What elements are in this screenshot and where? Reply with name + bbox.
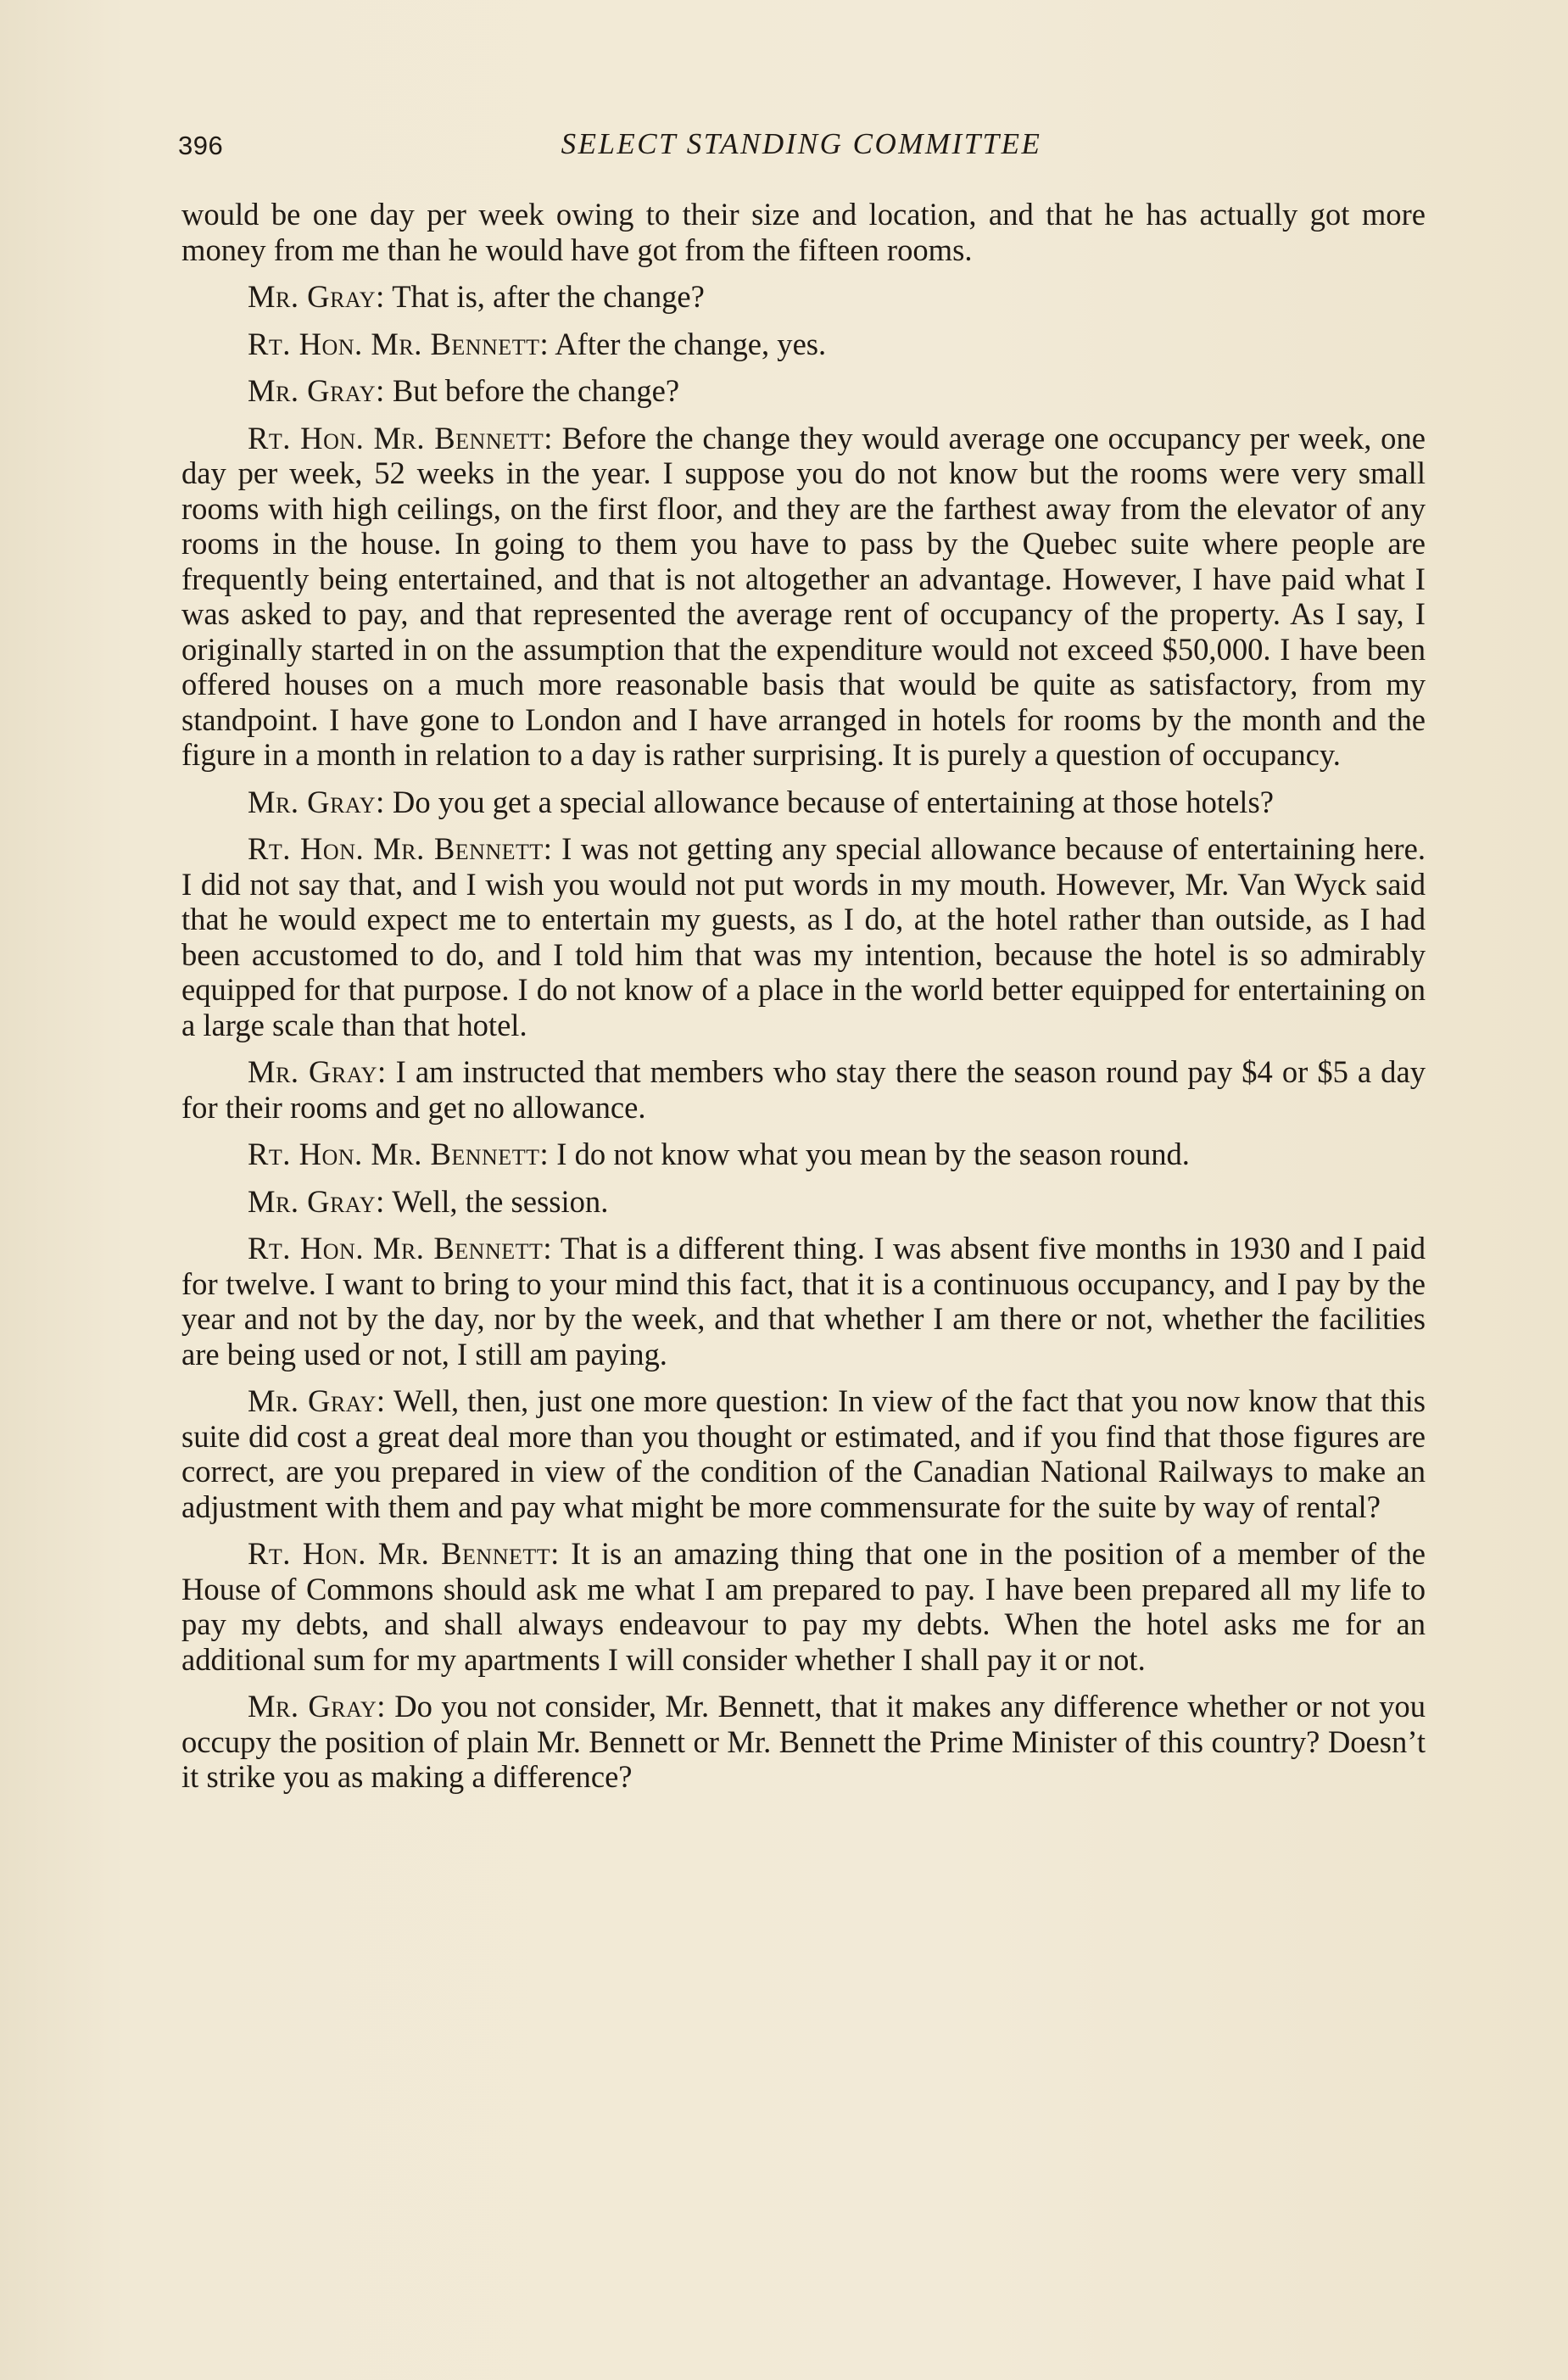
paragraph <box>181 1536 1426 1677</box>
paragraph-text: Do you get a special allowance because of entertaining at those hotels? <box>392 784 1274 819</box>
speaker-label: Mr. Gray: <box>248 279 385 314</box>
speaker-label: Rt. Hon. Mr. Bennett: <box>248 420 553 455</box>
transcript-body <box>181 197 1426 1807</box>
running-title: SELECT STANDING COMMITTEE <box>561 127 1042 160</box>
speaker-label: Mr. Gray: <box>248 784 385 819</box>
paragraph <box>181 831 1426 1042</box>
speaker-label: Rt. Hon. Mr. Bennett: <box>248 1536 560 1571</box>
paragraph <box>181 1231 1426 1372</box>
paragraph-text: I was not getting any special allowance because of entertaining here. I did not say that, and I wish you would not put words in my mouth. However, Mr. Van Wyck said that he would expect me to entertain my guests, as I do, at the hotel rather than outside, as I had been accustomed to do, and I told him that was my intention, because the hotel is so admirably equipped for that purpose. I do not know of a place in the world better equipped for entertaining on a large scale than that hotel. <box>181 831 1426 1042</box>
paragraph <box>181 1054 1426 1125</box>
paragraph <box>181 279 1426 315</box>
paragraph-text: I am instructed that members who stay there the season round pay $4 or $5 a day for their rooms and get no allowance. <box>181 1054 1426 1125</box>
paragraph-text: After the change, yes. <box>555 326 827 361</box>
page-number: 396 <box>178 131 224 160</box>
paragraph <box>181 1137 1426 1172</box>
paragraph-text: I do not know what you mean by the season round. <box>556 1137 1190 1171</box>
paragraph <box>181 373 1426 409</box>
paragraph <box>181 1689 1426 1795</box>
paragraph <box>181 327 1426 362</box>
speaker-label: Rt. Hon. Mr. Bennett: <box>248 326 550 361</box>
paragraph <box>181 421 1426 773</box>
paragraph-text: Do you not consider, Mr. Bennett, that it makes any difference whether or not you occupy the position of plain Mr. Bennett or Mr. Bennett the Prime Minister of this country? Doesn’t it strike you as making a difference? <box>181 1689 1426 1794</box>
paragraph-text: Well, the session. <box>392 1183 609 1219</box>
speaker-label: Mr. Gray: <box>248 1054 387 1089</box>
paragraph-text: That is a different thing. I was absent five months in 1930 and I paid for twelve. I want to bring to your mind this fact, that it is a continuous occupancy, and I pay by the year and not by the day, nor by the week, and that whether I am there or not, whether the facilities are being used or not, I still am paying. <box>181 1231 1426 1372</box>
paragraph-text: Before the change they would average one occupancy per week, one day per week, 52 weeks in the year. I suppose you do not know but the rooms were very small rooms with high ceilings, on the first floor, and they are the farthest away from the elevator of any rooms in the house. In going to them you have to pass by the Quebec suite where people are frequently being entertained, and that is not altogether an advantage. However, I have paid what I was asked to pay, and that represented the average rent of occupancy of the property. As I say, I originally started in on the assumption that the expenditure would not exceed $50,000. I have been offered houses on a much more reasonable basis that would be quite as satisfactory, from my standpoint. I have gone to London and I have arranged in hotels for rooms by the month and the figure in a month in relation to a day is rather surprising. It is purely a question of occupancy. <box>181 420 1426 772</box>
paragraph <box>181 1383 1426 1524</box>
paragraph-text: That is, after the change? <box>392 279 705 314</box>
speaker-label: Mr. Gray: <box>248 1183 385 1219</box>
paragraph <box>181 1184 1426 1220</box>
speaker-label: Rt. Hon. Mr. Bennett: <box>248 1137 550 1171</box>
speaker-label: Mr. Gray: <box>248 373 385 408</box>
page-header <box>178 127 1425 170</box>
paragraph <box>181 197 1426 267</box>
paragraph-text: But before the change? <box>392 373 680 408</box>
speaker-label: Mr. Gray: <box>248 1383 386 1418</box>
speaker-label: Mr. Gray: <box>248 1689 386 1724</box>
speaker-label: Rt. Hon. Mr. Bennett: <box>248 1231 553 1265</box>
paragraph-text: Well, then, just one more question: In view of the fact that you now know that this suite did cost a great deal more than you thought or estimated, and if you find that those figures are correct, are you prepared in view of the condition of the Canadian National Railways to make an adjustment with them and pay what might be more commensurate for the suite by way of rental? <box>181 1383 1426 1524</box>
paragraph <box>181 785 1426 820</box>
speaker-label: Rt. Hon. Mr. Bennett: <box>248 831 553 866</box>
paragraph-text: It is an amazing thing that one in the position of a member of the House of Commons should ask me what I am prepared to pay. I have been prepared all my life to pay my debts, and shall always endeavour to pay my debts. When the hotel asks me for an additional sum for my apartments I will consider whether I shall pay it or not. <box>181 1536 1426 1677</box>
paragraph-text: would be one day per week owing to their size and location, and that he has actually got more money from me than he would have got from the fifteen rooms. <box>181 197 1426 267</box>
